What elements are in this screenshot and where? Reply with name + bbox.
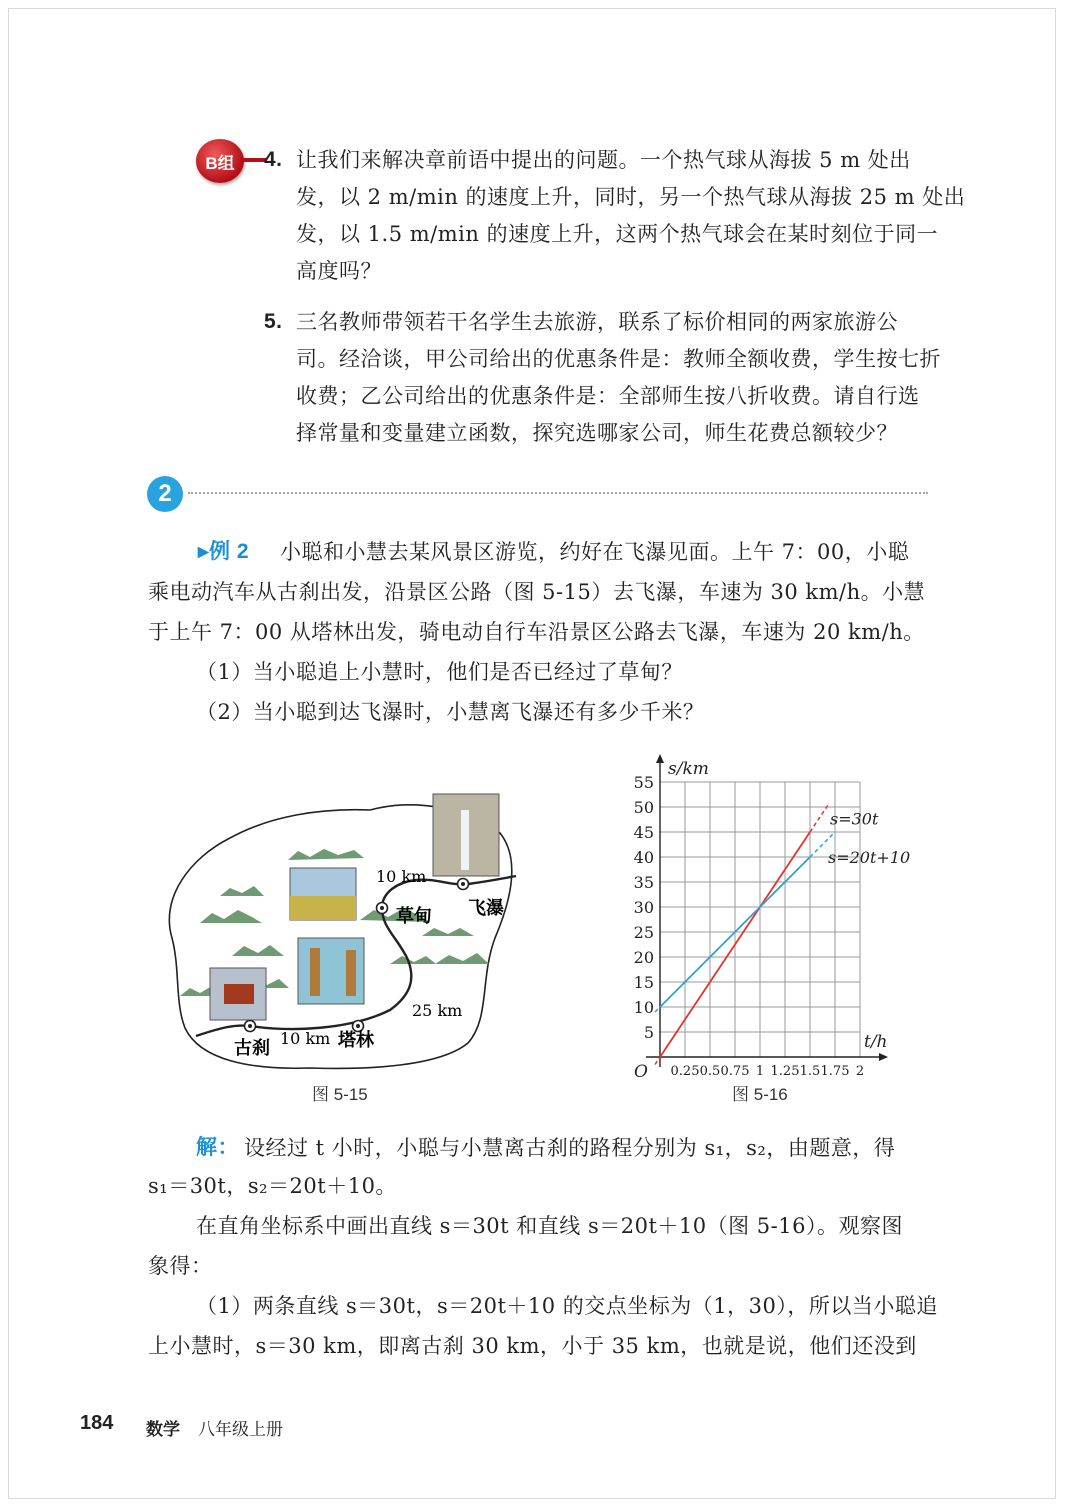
x-tick-label: 1 xyxy=(755,1064,765,1079)
y-tick-label: 30 xyxy=(633,898,654,917)
problem-5-number: 5. xyxy=(264,310,283,333)
solution-line-3: 在直角坐标系中画出直线 s＝30t 和直线 s＝20t＋10（图 5-16）。观察图 xyxy=(196,1214,903,1238)
series-dash-1-0 xyxy=(655,1007,660,1012)
solution-label: 解： xyxy=(196,1136,239,1159)
y-tick-label: 20 xyxy=(633,948,654,967)
y-tick-label: 15 xyxy=(633,973,654,992)
label-talin: 塔林 xyxy=(338,1030,374,1051)
map-caption: 图 5-15 xyxy=(312,1085,368,1104)
example-question-2: （2）当小聪到达飞瀑时，小慧离飞瀑还有多少千米？ xyxy=(196,700,705,724)
solution-line-4: 象得： xyxy=(148,1254,213,1278)
group-badge: B组 xyxy=(196,139,244,183)
y-axis-arrow xyxy=(656,754,664,763)
chart-series xyxy=(655,805,835,1065)
x-tick-label: 2 xyxy=(855,1064,865,1079)
x-tick-label: 0.25 xyxy=(670,1064,700,1079)
y-tick-label: 55 xyxy=(633,773,654,792)
label-gucha: 古刹 xyxy=(234,1038,270,1059)
x-tick-label: 0.5 xyxy=(699,1064,721,1079)
example-question-1: （1）当小聪追上小慧时，他们是否已经过了草甸？ xyxy=(196,660,683,684)
series-label-1: s=20t+10 xyxy=(828,848,911,867)
section-number: 2 xyxy=(147,476,183,512)
section-divider xyxy=(188,492,928,494)
x-tick-label: 0.75 xyxy=(720,1064,750,1079)
x-axis-label: t/h xyxy=(864,1032,888,1052)
scenic-map xyxy=(150,788,530,1078)
problem-4-line-2: 发，以 2 m/min 的速度上升，同时，另一个热气球从海拔 25 m 处出 xyxy=(296,185,966,209)
line-chart xyxy=(600,750,930,1080)
series-dash-0-0 xyxy=(655,1057,660,1065)
solution-line-6: 上小慧时，s＝30 km，即离古刹 30 km，小于 35 km，也就是说，他们还没到 xyxy=(148,1334,917,1358)
y-tick-label: 5 xyxy=(643,1023,654,1042)
y-tick-label: 40 xyxy=(633,848,654,867)
y-axis-label: s/km xyxy=(668,759,709,779)
problem-4-number: 4. xyxy=(264,148,283,171)
dist-gucha-talin: 10 km xyxy=(280,1029,331,1048)
series-dash-0-1 xyxy=(810,805,828,832)
y-tick-label: 25 xyxy=(633,923,654,942)
solution-line-1: 设经过 t 小时，小聪与小慧离古刹的路程分别为 s₁，s₂，由题意，得 xyxy=(244,1136,896,1160)
series-label-0: s=30t xyxy=(830,809,879,829)
problem-5-line-3: 收费；乙公司给出的优惠条件是：全部师生按八折收费。请自行选 xyxy=(296,384,920,408)
solution-line-2: s₁＝30t，s₂＝20t＋10。 xyxy=(148,1174,397,1198)
page-number: 184 xyxy=(80,1412,114,1434)
example-line-2: 乘电动汽车从古刹出发，沿景区公路（图 5-15）去飞瀑，车速为 30 km/h。小慧 xyxy=(148,580,926,604)
dist-caodian-feipu: 10 km xyxy=(376,867,427,886)
dist-talin-caodian: 25 km xyxy=(412,1001,463,1020)
problem-4-line-4: 高度吗？ xyxy=(296,259,382,283)
badge-pointer xyxy=(240,158,266,162)
x-tick-label: 1.5 xyxy=(799,1064,821,1079)
solution-line-5: （1）两条直线 s＝30t，s＝20t＋10 的交点坐标为（1，30），所以当小聪追 xyxy=(196,1294,938,1318)
x-tick-label: 1.25 xyxy=(770,1064,800,1079)
example-line-1: 小聪和小慧去某风景区游览，约好在飞瀑见面。上午 7：00，小聪 xyxy=(280,540,910,564)
problem-4-line-3: 发，以 1.5 m/min 的速度上升，这两个热气球会在某时刻位于同一 xyxy=(296,222,939,246)
label-feipu: 飞瀑 xyxy=(468,898,504,919)
label-caodian: 草甸 xyxy=(396,906,432,927)
example-line-3: 于上午 7：00 从塔林出发，骑电动自行车沿景区公路去飞瀑，车速为 20 km/h。 xyxy=(148,620,925,644)
problem-5-line-4: 择常量和变量建立函数，探究选哪家公司，师生花费总额较少？ xyxy=(296,421,898,445)
y-tick-label: 50 xyxy=(633,798,654,817)
footer-subject: 数学 xyxy=(146,1420,180,1439)
x-tick-label: 1.75 xyxy=(820,1064,850,1079)
chart-caption: 图 5-16 xyxy=(732,1085,788,1104)
example-label: ▸例 2 xyxy=(198,540,250,563)
y-tick-label: 35 xyxy=(633,873,654,892)
origin-label: O xyxy=(634,1062,648,1080)
problem-4-line-1: 让我们来解决章前语中提出的问题。一个热气球从海拔 5 m 处出 xyxy=(296,148,911,172)
problem-5-line-2: 司。经洽谈，甲公司给出的优惠条件是：教师全额收费，学生按七折 xyxy=(296,347,941,371)
problem-5-line-1: 三名教师带领若干名学生去旅游，联系了标价相同的两家旅游公 xyxy=(296,310,898,334)
y-tick-label: 45 xyxy=(633,823,654,842)
x-axis-arrow xyxy=(879,1053,888,1061)
footer-book: 八年级上册 xyxy=(198,1420,283,1439)
y-tick-label: 10 xyxy=(633,998,654,1017)
